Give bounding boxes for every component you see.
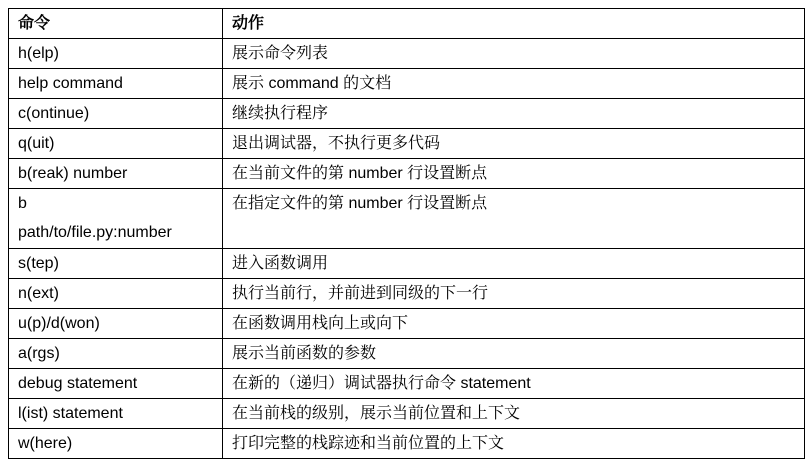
table-row [9, 309, 805, 339]
debugger-commands-table [8, 8, 805, 459]
header-command: 命令 [9, 9, 223, 39]
table-row [9, 369, 805, 399]
action-cell: 展示 command 的文档 [223, 69, 805, 99]
table-row [9, 339, 805, 369]
command-cell: q(uit) [9, 129, 223, 159]
action-cell: 进入函数调用 [223, 249, 805, 279]
command-cell: c(ontinue) [9, 99, 223, 129]
command-cell: s(tep) [9, 249, 223, 279]
action-cell: 在新的（递归）调试器执行命令 statement [223, 369, 805, 399]
command-cell: l(ist) statement [9, 399, 223, 429]
table-row [9, 399, 805, 429]
table-header-row [9, 9, 805, 39]
action-cell: 继续执行程序 [223, 99, 805, 129]
table-row [9, 39, 805, 69]
command-cell: n(ext) [9, 279, 223, 309]
table-row [9, 429, 805, 459]
table-row [9, 69, 805, 99]
command-cell: w(here) [9, 429, 223, 459]
command-cell: h(elp) [9, 39, 223, 69]
action-cell: 打印完整的栈踪迹和当前位置的上下文 [223, 429, 805, 459]
action-cell: 展示命令列表 [223, 39, 805, 69]
action-cell: 在当前文件的第 number 行设置断点 [223, 159, 805, 189]
command-cell: a(rgs) [9, 339, 223, 369]
table-row [9, 99, 805, 129]
command-cell: help command [9, 69, 223, 99]
action-cell: 在指定文件的第 number 行设置断点 [223, 189, 805, 249]
action-cell: 在函数调用栈向上或向下 [223, 309, 805, 339]
command-cell: b(reak) number [9, 159, 223, 189]
action-cell: 退出调试器，不执行更多代码 [223, 129, 805, 159]
table-row [9, 249, 805, 279]
action-cell: 展示当前函数的参数 [223, 339, 805, 369]
command-cell: debug statement [9, 369, 223, 399]
action-cell: 在当前栈的级别，展示当前位置和上下文 [223, 399, 805, 429]
debugger-commands-table-container [8, 8, 805, 459]
table-row [9, 279, 805, 309]
action-cell: 执行当前行，并前进到同级的下一行 [223, 279, 805, 309]
command-cell: b path/to/file.py:number [9, 189, 223, 249]
header-action: 动作 [223, 9, 805, 39]
table-row [9, 129, 805, 159]
table-row [9, 189, 805, 249]
command-cell: u(p)/d(won) [9, 309, 223, 339]
table-row [9, 159, 805, 189]
